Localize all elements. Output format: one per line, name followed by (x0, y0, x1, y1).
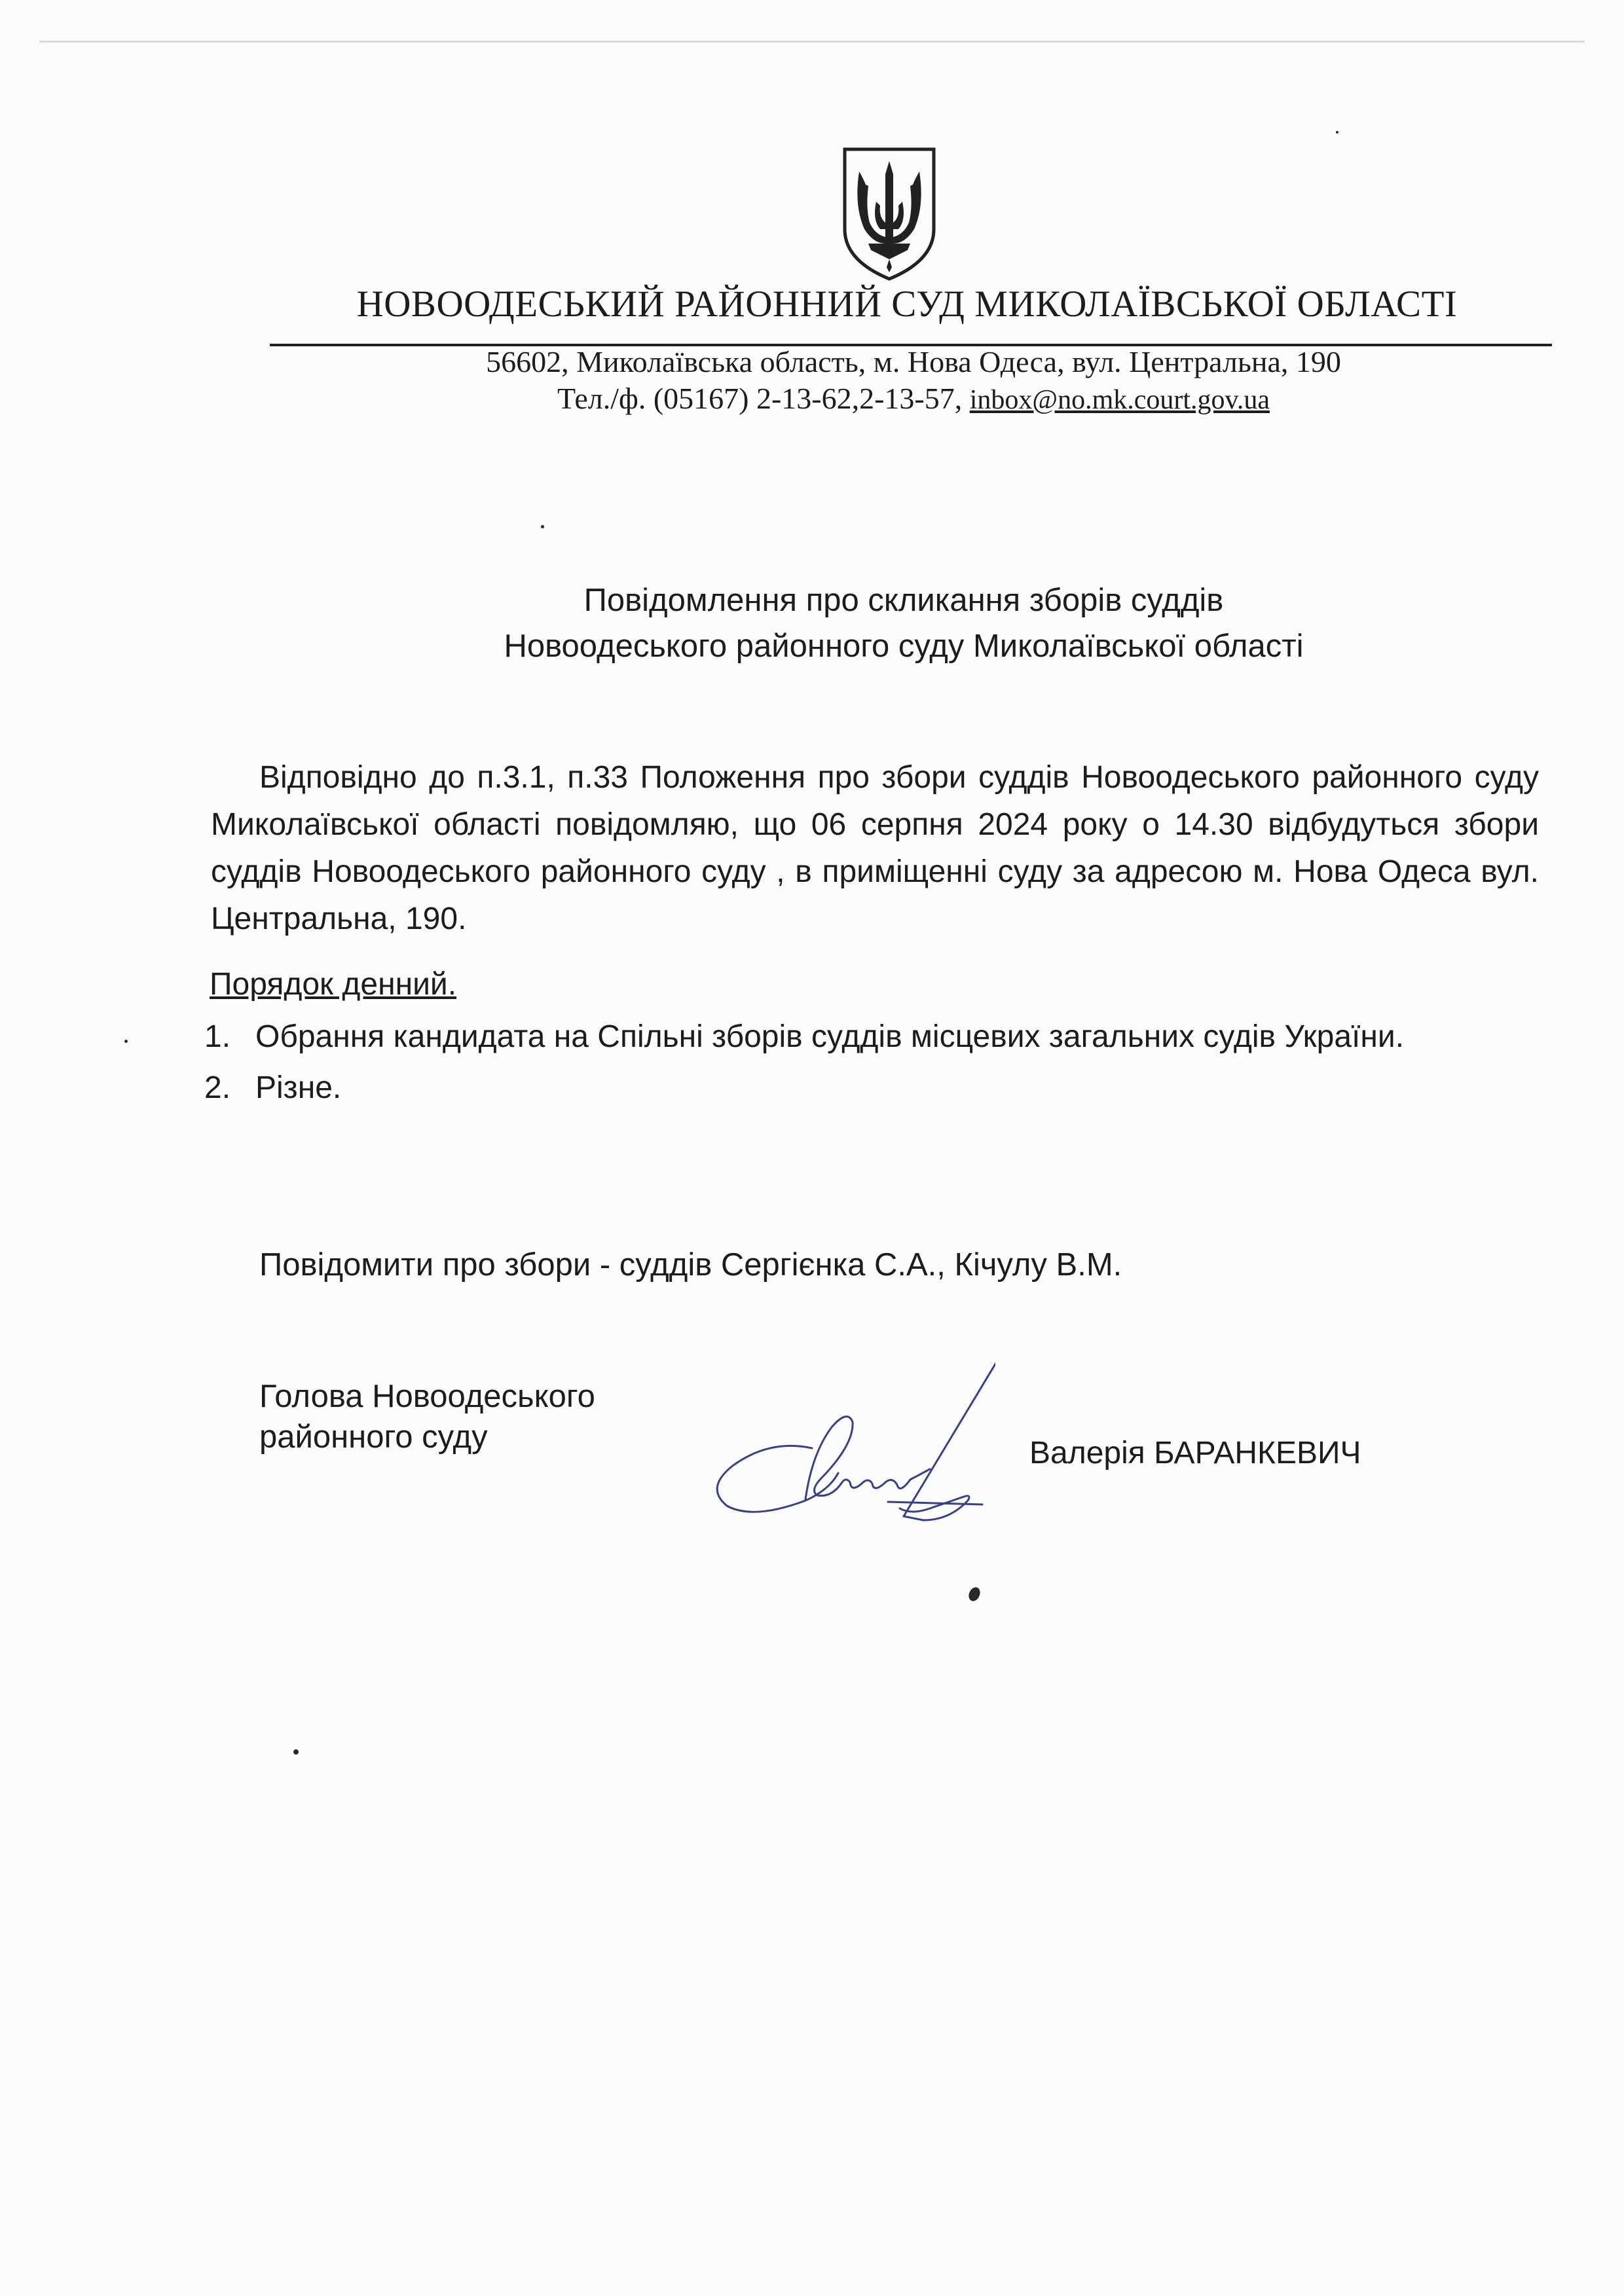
scan-speck (293, 1749, 299, 1755)
phone-fax: Тел./ф. (05167) 2-13-62,2-13-57, (557, 382, 963, 415)
scan-speck (541, 525, 544, 528)
agenda-heading: Порядок денний. (210, 967, 457, 1002)
scan-edge-line (39, 41, 1585, 43)
email-link[interactable]: inbox@no.mk.court.gov.ua (969, 385, 1270, 415)
agenda-list (204, 1013, 1540, 1116)
body-paragraph: Відповідно до п.3.1, п.33 Положення про збори суддів Новоодеського районного суду Миколаївської області повідомляю, що 06 серпня 2024 року о 14.30 відбудуться збори суддів Новоодеського районного суду , в приміщенні суду за адресою м. Нова Одеса вул. Центральна, 190. (211, 760, 1539, 936)
court-contacts (445, 381, 1382, 416)
signer-title-line-1: Голова Новоодеського (259, 1379, 595, 1414)
scan-speck (124, 1040, 128, 1043)
document-title (262, 577, 1545, 669)
agenda-item (204, 1065, 1540, 1112)
scan-speck (1336, 131, 1338, 134)
agenda-item-number: 2. (204, 1070, 231, 1105)
agenda-item-text: Обрання кандидата на Спільні зборів суддів місцевих загальних судів України. (255, 1019, 1405, 1054)
court-name: НОВООДЕСЬКИЙ РАЙОННИЙ СУД МИКОЛАЇВСЬКОЇ ОБЛАСТІ (356, 283, 1458, 325)
agenda-item-text: Різне. (255, 1070, 342, 1105)
court-address: 56602, Миколаївська область, м. Нова Одеса, вул. Центральна, 190 (486, 345, 1341, 378)
agenda-item (204, 1013, 1540, 1061)
notify-line: Повідомити про збори - суддів Сергієнка С.А., Кічулу В.М. (259, 1247, 1122, 1283)
signer-title-line-2: районного суду (259, 1419, 488, 1455)
signer-name: Валерія БАРАНКЕВИЧ (1029, 1436, 1361, 1470)
title-line-1: Повідомлення про скликання зборів суддів (583, 583, 1224, 618)
handwritten-signature (707, 1349, 995, 1539)
signer-title (259, 1376, 595, 1457)
ukraine-trident-emblem-icon (840, 145, 939, 282)
scan-speck (967, 1586, 982, 1603)
agenda-item-number: 1. (204, 1019, 231, 1054)
title-line-2: Новоодеського районного суду Миколаївської області (504, 629, 1304, 664)
